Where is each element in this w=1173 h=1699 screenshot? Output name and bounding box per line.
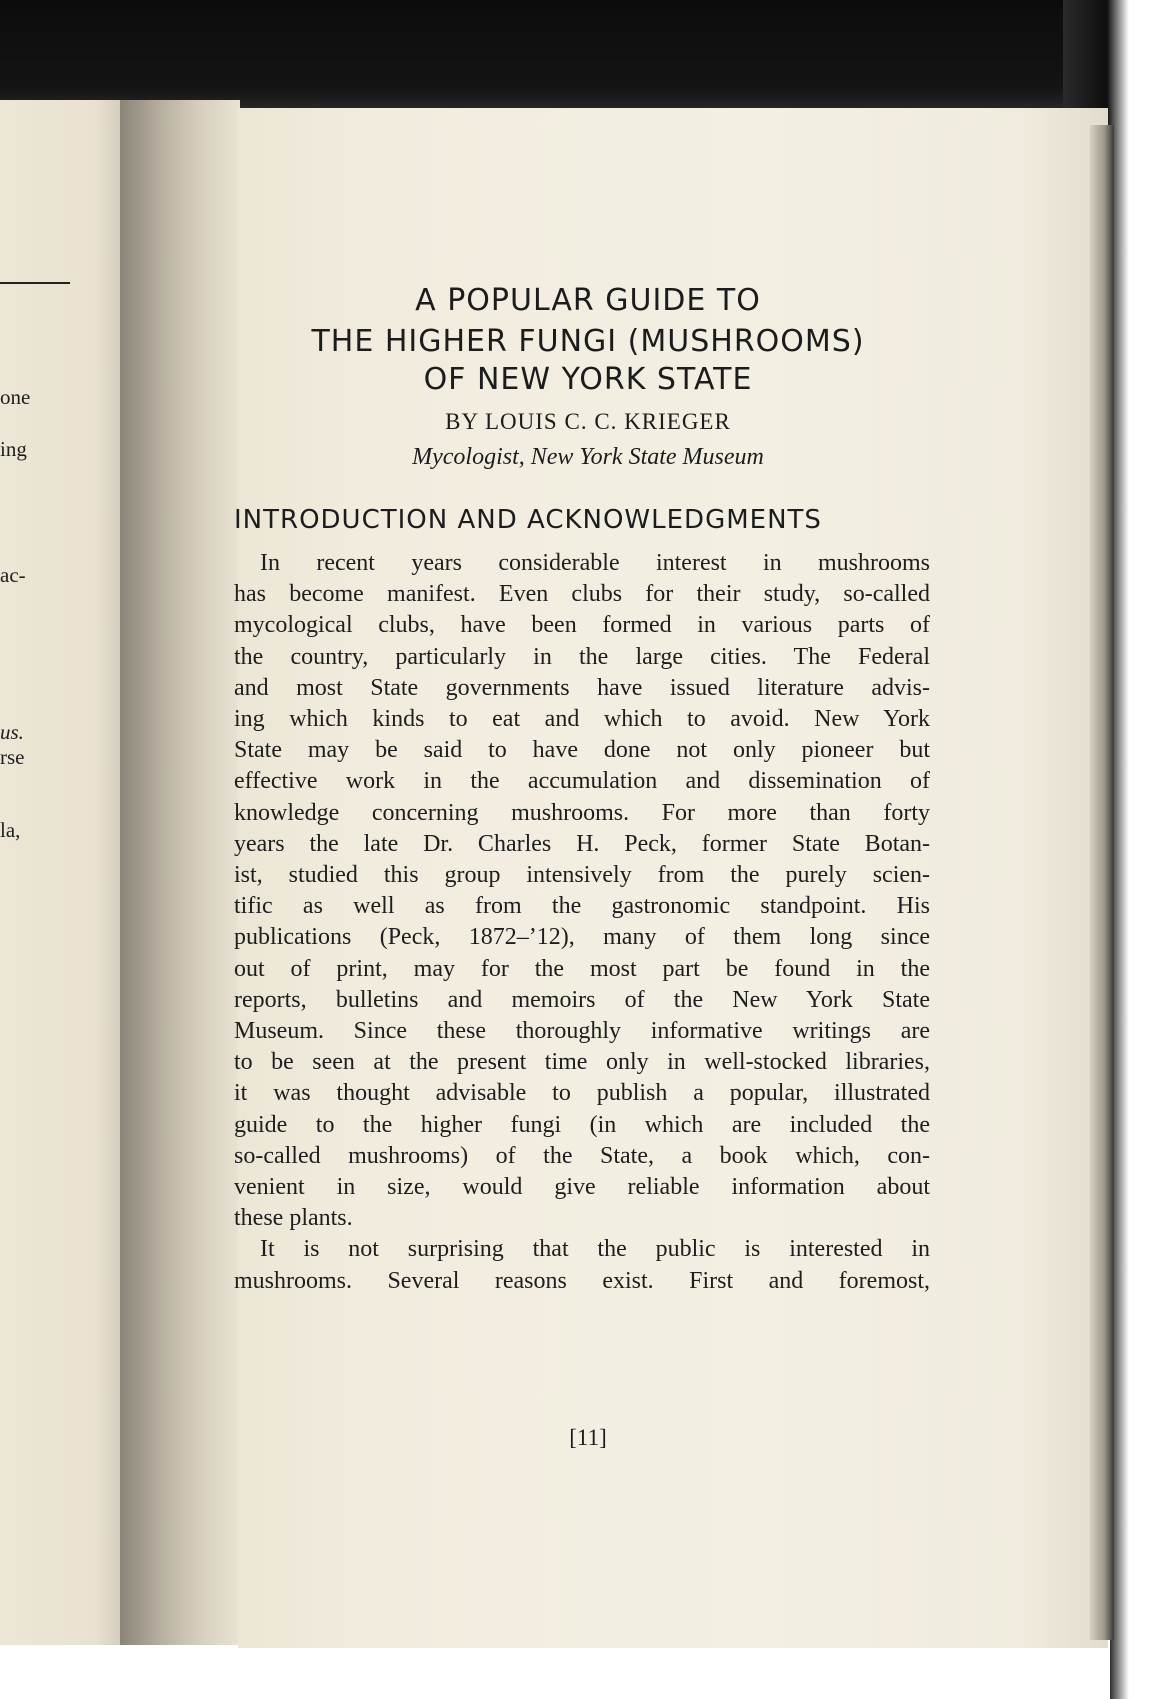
left-page-fragment: ing [0, 437, 27, 461]
body-line: Museum. Since these thoroughly informative writings are [234, 1018, 930, 1044]
body-line: out of print, may for the most part be found in the [234, 955, 930, 982]
left-page-fragment: ac- [0, 563, 26, 587]
body-line: so-called mushrooms) of the State, a book which, con- [234, 1142, 930, 1169]
author-affiliation: Mycologist, New York State Museum [412, 444, 764, 470]
body-line: State may be said to have done not only pioneer but [234, 737, 930, 764]
body-line: years the late Dr. Charles H. Peck, former State Botan- [234, 830, 930, 857]
body-line: venient in size, would give reliable information about [234, 1174, 930, 1200]
body-line: knowledge concerning mushrooms. For more than forty [234, 799, 930, 826]
body-line: to be seen at the present time only in well-stocked libraries, [234, 1049, 930, 1076]
body-line: publications (Peck, 1872–’12), many of them long since [234, 924, 930, 951]
left-page-fragment: one [0, 385, 31, 409]
left-page-fragment: la, [0, 818, 21, 842]
left-page-fragment: us. [0, 720, 24, 744]
byline: BY LOUIS C. C. KRIEGER [445, 409, 731, 434]
body-line: and most State governments have issued literature advis- [234, 674, 930, 701]
background-bottom-strip [0, 1640, 1110, 1699]
left-page-rule [0, 282, 70, 284]
body-line: tific as well as from the gastronomic standpoint. His [234, 893, 930, 920]
title-line-2: THE HIGHER FUNGI (MUSHROOMS) [311, 324, 865, 359]
body-line: mushrooms. Several reasons exist. First and foremost, [234, 1267, 930, 1294]
body-line: reports, bulletins and memoirs of the New York State [234, 986, 930, 1013]
page-number: [11] [569, 1425, 607, 1450]
left-page-fragment: rse [0, 745, 25, 769]
title-line-1: A POPULAR GUIDE TO [415, 283, 761, 318]
body-line: ist, studied this group intensively from the purely scien- [234, 862, 930, 888]
body-line: ing which kinds to eat and which to avoid. New York [234, 706, 930, 732]
body-line: effective work in the accumulation and dissemination of [234, 768, 930, 795]
background-top [0, 0, 1173, 112]
section-heading: INTRODUCTION AND ACKNOWLEDGMENTS [234, 505, 822, 535]
left-page [0, 100, 135, 1645]
body-line: mycological clubs, have been formed in various parts of [234, 612, 930, 639]
body-line: It is not surprising that the public is interested in [260, 1236, 930, 1263]
body-line: the country, particularly in the large cities. The Federal [234, 643, 930, 670]
body-line: has become manifest. Even clubs for their study, so-called [234, 581, 930, 608]
title-line-3: OF NEW YORK STATE [423, 362, 753, 397]
body-line: it was thought advisable to publish a popular, illustrated [234, 1080, 930, 1107]
body-line: guide to the higher fungi (in which are included the [234, 1111, 930, 1138]
body-line: In recent years considerable interest in mushrooms [260, 550, 930, 576]
page-edge [1090, 125, 1114, 1640]
body-line: these plants. [234, 1205, 353, 1232]
book-gutter [120, 100, 240, 1645]
